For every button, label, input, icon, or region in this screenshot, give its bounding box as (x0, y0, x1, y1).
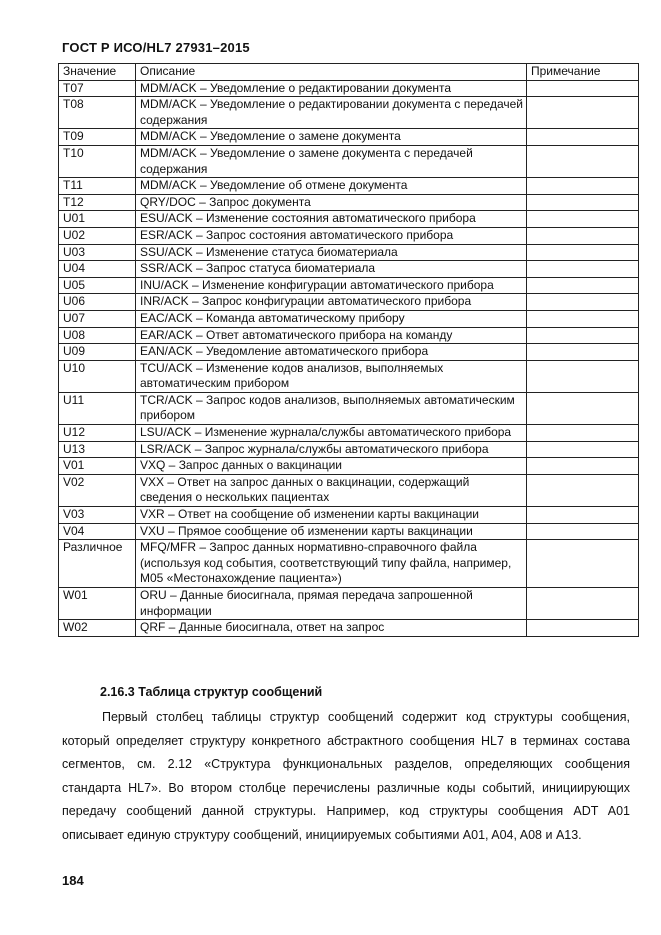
table-row (59, 211, 639, 228)
description-text: Ответ на сообщение об изменении карты вакцинации (178, 507, 479, 522)
table-row (59, 310, 639, 327)
description-cell: EAC/ACK – Команда автоматическому прибору (136, 310, 527, 327)
event-code-cell (59, 294, 136, 311)
note-cell (527, 523, 639, 540)
message-type: MDM/ACK (140, 145, 197, 160)
event-code: W02 (63, 620, 88, 635)
note-cell (527, 211, 639, 228)
event-code-cell (59, 523, 136, 540)
note-cell (527, 392, 639, 424)
description-cell: LSU/ACK – Изменение журнала/службы автоматического прибора (136, 425, 527, 442)
note-cell (527, 129, 639, 146)
message-type: TCU/ACK (140, 360, 193, 375)
note-cell (527, 360, 639, 392)
description-text: Уведомление о замене документа с передачей содержания (140, 145, 473, 176)
description-text: Изменение журнала/службы автоматического прибора (204, 425, 512, 440)
description-cell: INU/ACK – Изменение конфигурации автоматического прибора (136, 277, 527, 294)
note-cell (527, 458, 639, 475)
note-cell (527, 178, 639, 195)
description-text: Изменение статуса биоматериала (206, 244, 398, 259)
column-header-description: Описание (136, 64, 527, 81)
table-row (59, 523, 639, 540)
message-type: INR/ACK (140, 294, 189, 309)
note-cell (527, 620, 639, 637)
event-code: U10 (63, 360, 86, 375)
note-cell (527, 294, 639, 311)
description-text: Прямое сообщение об изменении карты вакцинации (178, 523, 473, 538)
event-code-cell (59, 310, 136, 327)
message-type: LSU/ACK (140, 425, 192, 440)
event-code: V02 (63, 474, 85, 489)
event-code-cell (59, 178, 136, 195)
description-text: Команда автоматическому прибору (206, 310, 405, 325)
note-cell (527, 507, 639, 524)
document-header: ГОСТ Р ИСО/HL7 27931–2015 (62, 40, 250, 55)
event-code: U07 (63, 310, 86, 325)
description-text: Ответ на запрос данных о вакцинации, содержащий сведения о нескольких пациентах (140, 474, 470, 505)
event-code: V03 (63, 507, 85, 522)
description-cell: MDM/ACK – Уведомление об отмене документа (136, 178, 527, 195)
table-row (59, 458, 639, 475)
description-text: Запрос данных о вакцинации (178, 458, 343, 473)
description-cell: VXU – Прямое сообщение об изменении карты вакцинации (136, 523, 527, 540)
message-type: MDM/ACK (140, 97, 197, 112)
message-type: INU/ACK (140, 277, 189, 292)
event-code-cell (59, 145, 136, 177)
description-cell: TCR/ACK – Запрос кодов анализов, выполняемых автоматическим прибором (136, 392, 527, 424)
description-cell: INR/ACK – Запрос конфигурации автоматического прибора (136, 294, 527, 311)
table-row (59, 227, 639, 244)
event-code: U06 (63, 294, 86, 309)
message-type: MFQ/MFR (140, 540, 196, 555)
event-code: T08 (63, 97, 84, 112)
note-cell (527, 344, 639, 361)
message-type: SSR/ACK (140, 261, 193, 276)
event-code-cell (59, 277, 136, 294)
description-cell: ESR/ACK – Запрос состояния автоматического прибора (136, 227, 527, 244)
description-text: Данные биосигнала, ответ на запрос (178, 620, 385, 635)
note-cell (527, 540, 639, 588)
event-code: U12 (63, 425, 86, 440)
event-code: V01 (63, 458, 85, 473)
event-code: U11 (63, 392, 85, 407)
description-cell: QRF – Данные биосигнала, ответ на запрос (136, 620, 527, 637)
description-cell: SSR/ACK – Запрос статуса биоматериала (136, 261, 527, 278)
description-cell: LSR/ACK – Запрос журнала/службы автоматического прибора (136, 441, 527, 458)
description-text: Уведомление о редактировании документа (210, 80, 452, 95)
message-type: SSU/ACK (140, 244, 193, 259)
description-text: Запрос данных нормативно-справочного файла (используя код события, соответствующий типу файла, например, M05 «Местонахождение пациента») (140, 540, 512, 586)
table-row (59, 277, 639, 294)
description-cell: EAN/ACK – Уведомление автоматического прибора (136, 344, 527, 361)
table-row (59, 194, 639, 211)
table-row (59, 145, 639, 177)
event-code-cell (59, 211, 136, 228)
note-cell (527, 145, 639, 177)
message-type: ORU (140, 588, 167, 602)
description-text: Запрос статуса биоматериала (206, 261, 376, 276)
table-row (59, 540, 639, 588)
note-cell (527, 441, 639, 458)
table-row (59, 507, 639, 524)
description-text: Изменение кодов анализов, выполняемых автоматическим прибором (140, 360, 444, 391)
event-code-cell (59, 458, 136, 475)
table-row (59, 129, 639, 146)
description-text: Запрос состояния автоматического прибора (206, 227, 454, 242)
note-cell (527, 227, 639, 244)
message-type: QRF (140, 620, 166, 635)
message-type: MDM/ACK (140, 80, 197, 95)
note-cell (527, 277, 639, 294)
message-type: TCR/ACK (140, 392, 193, 407)
description-text: Запрос конфигурации автоматического прибора (202, 294, 472, 309)
description-cell: TCU/ACK – Изменение кодов анализов, выполняемых автоматическим прибором (136, 360, 527, 392)
description-text: Ответ автоматического прибора на команду (206, 327, 453, 342)
section-paragraph: Первый столбец таблицы структур сообщений содержит код структуры сообщения, который определяет структуру конкретного абстрактного сообщения HL7 в терминах состава сегментов, см. 2.12 «Структура функциональных разделов, определяющих сообщения стандарта HL7». Во втором столбце перечислены различные коды событий, инициирующих передачу сообщений данной структуры. Например, код структуры сообщения ADT A01 описывает единую структуру сообщений, инициируемых событиями A01, A04, A08 и A13. (62, 710, 630, 842)
event-code-cell (59, 80, 136, 97)
event-code-cell (59, 327, 136, 344)
description-cell: EAR/ACK – Ответ автоматического прибора на команду (136, 327, 527, 344)
table-row (59, 588, 639, 620)
event-code-cell (59, 194, 136, 211)
message-type: EAC/ACK (140, 310, 193, 325)
table-row (59, 97, 639, 129)
description-text: Данные биосигнала, прямая передача запрошенной информации (140, 588, 473, 618)
table-row (59, 441, 639, 458)
description-text: Изменение конфигурации автоматического прибора (202, 277, 494, 292)
description-text: Уведомление о редактировании документа с передачей содержания (140, 97, 524, 127)
description-cell: MDM/ACK – Уведомление о замене документа (136, 129, 527, 146)
description-text: Уведомление о замене документа (210, 129, 401, 144)
note-cell (527, 588, 639, 620)
description-cell: MDM/ACK – Уведомление о замене документа с передачей содержания (136, 145, 527, 177)
note-cell (527, 327, 639, 344)
table-row (59, 178, 639, 195)
description-text: Запрос кодов анализов, выполняемых автоматическим прибором (140, 392, 515, 423)
section-heading: 2.16.3 Таблица структур сообщений (100, 685, 323, 699)
note-cell (527, 97, 639, 129)
table-row (59, 620, 639, 637)
message-type: VXX (140, 474, 165, 489)
message-type: EAN/ACK (140, 344, 193, 359)
event-code: V04 (63, 523, 85, 538)
event-code-cell (59, 392, 136, 424)
event-code: U05 (63, 277, 86, 292)
event-code-cell (59, 261, 136, 278)
table-row (59, 327, 639, 344)
page-number: 184 (62, 873, 84, 888)
description-cell: MFQ/MFR – Запрос данных нормативно-справочного файла (используя код события, соответствующий типу файла, например, M05 «Местонахождение пациента») (136, 540, 527, 588)
message-type: VXQ (140, 458, 166, 473)
table-row (59, 294, 639, 311)
event-code-cell (59, 540, 136, 588)
table-row (59, 80, 639, 97)
event-code-cell (59, 129, 136, 146)
message-type: LSR/ACK (140, 441, 192, 456)
event-code-cell (59, 441, 136, 458)
event-code: T09 (63, 129, 84, 144)
description-cell: ORU – Данные биосигнала, прямая передача запрошенной информации (136, 588, 527, 620)
event-code: T11 (63, 178, 83, 193)
message-type: VXU (140, 523, 165, 538)
event-code: T07 (63, 80, 84, 95)
event-code: W01 (63, 588, 88, 602)
message-type: MDM/ACK (140, 178, 197, 193)
description-cell: VXR – Ответ на сообщение об изменении карты вакцинации (136, 507, 527, 524)
table-row (59, 360, 639, 392)
event-code: U09 (63, 344, 86, 359)
description-text: Изменение состояния автоматического прибора (206, 211, 476, 226)
event-code-cell (59, 425, 136, 442)
event-code-cell (59, 588, 136, 620)
description-text: Запрос документа (209, 194, 311, 209)
note-cell (527, 244, 639, 261)
event-code-cell (59, 244, 136, 261)
event-code: U02 (63, 227, 86, 242)
note-cell (527, 425, 639, 442)
column-header-value: Значение (59, 64, 136, 81)
note-cell (527, 261, 639, 278)
description-cell: VXQ – Запрос данных о вакцинации (136, 458, 527, 475)
message-type: VXR (140, 507, 165, 522)
event-code-cell (59, 507, 136, 524)
table-row (59, 261, 639, 278)
event-code: Различное (63, 540, 123, 555)
description-cell: VXX – Ответ на запрос данных о вакцинации, содержащий сведения о нескольких пациентах (136, 474, 527, 506)
event-code-cell (59, 360, 136, 392)
event-code: T12 (63, 194, 84, 209)
event-code: U13 (63, 441, 86, 456)
description-cell: MDM/ACK – Уведомление о редактировании документа с передачей содержания (136, 97, 527, 129)
message-type: ESU/ACK (140, 211, 193, 226)
event-code: U04 (63, 261, 86, 276)
description-cell: ESU/ACK – Изменение состояния автоматического прибора (136, 211, 527, 228)
column-header-note: Примечание (527, 64, 639, 81)
note-cell (527, 474, 639, 506)
event-code: U03 (63, 244, 86, 259)
table-row (59, 474, 639, 506)
description-cell: QRY/DOC – Запрос документа (136, 194, 527, 211)
table-row (59, 244, 639, 261)
table-row (59, 425, 639, 442)
event-code: U08 (63, 327, 86, 342)
table-row (59, 344, 639, 361)
table-header-row (59, 64, 639, 81)
description-text: Уведомление об отмене документа (210, 178, 408, 193)
message-type: ESR/ACK (140, 227, 193, 242)
event-code-cell (59, 227, 136, 244)
event-code: U01 (63, 211, 86, 226)
message-type: EAR/ACK (140, 327, 193, 342)
description-text: Уведомление автоматического прибора (206, 344, 429, 359)
event-code-cell (59, 97, 136, 129)
message-type: QRY/DOC (140, 194, 196, 209)
message-type: MDM/ACK (140, 129, 197, 144)
table-row (59, 392, 639, 424)
event-code-cell (59, 474, 136, 506)
event-codes-table (58, 63, 639, 637)
note-cell (527, 80, 639, 97)
note-cell (527, 194, 639, 211)
event-code: T10 (63, 145, 84, 160)
event-code-cell (59, 344, 136, 361)
description-cell: SSU/ACK – Изменение статуса биоматериала (136, 244, 527, 261)
note-cell (527, 310, 639, 327)
event-code-cell (59, 620, 136, 637)
description-text: Запрос журнала/службы автоматического прибора (204, 441, 489, 456)
description-cell: MDM/ACK – Уведомление о редактировании документа (136, 80, 527, 97)
